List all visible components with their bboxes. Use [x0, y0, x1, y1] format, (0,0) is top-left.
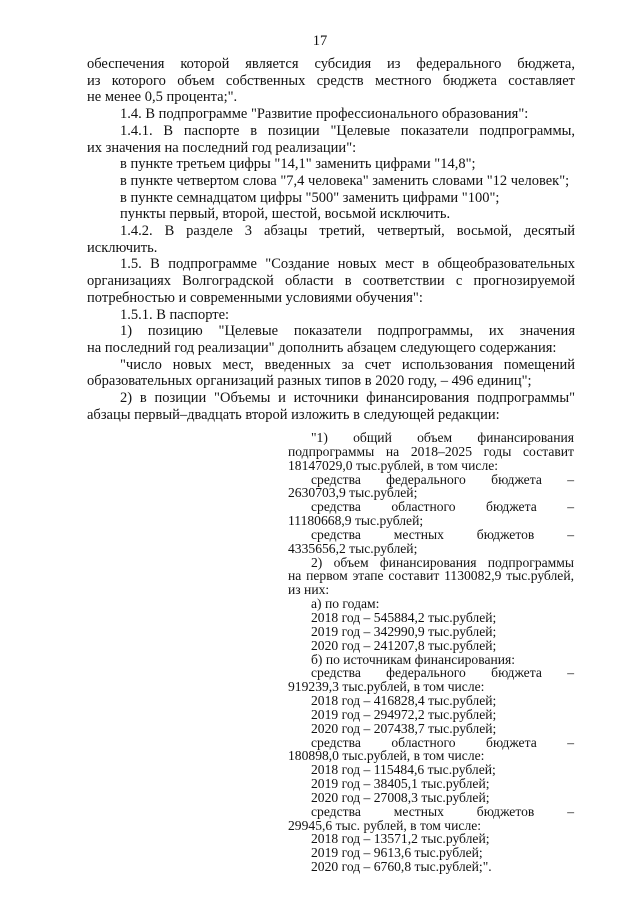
quote-line: средства областного бюджета –	[311, 499, 574, 515]
quote-line: 919239,3 тыс.рублей, в том числе:	[288, 679, 485, 695]
quoted-financing-block	[288, 431, 574, 874]
quote-line: 2019 год – 342990,9 тыс.рублей;	[311, 623, 497, 639]
text-line: пункты первый, второй, шестой, восьмой исключить.	[120, 206, 451, 223]
text-line: не менее 0,5 процента;".	[87, 89, 238, 106]
quote-line: 2630703,9 тыс.рублей;	[288, 485, 418, 501]
quote-line: 2018 год – 416828,4 тыс.рублей;	[311, 693, 497, 709]
quote-line: средства местных бюджетов –	[311, 526, 574, 542]
text-line: 2) в позиции "Объемы и источники финансирования подпрограммы"	[120, 390, 575, 407]
quote-line: а) по годам:	[311, 596, 380, 612]
text-line: 1.5.1. В паспорте:	[120, 306, 230, 323]
text-line: исключить.	[87, 239, 158, 256]
text-line: из которого объем собственных средств местного бюджета составляет	[87, 72, 575, 89]
quote-line: подпрограммы на 2018–2025 годы составит	[288, 443, 574, 459]
quote-line: б) по источникам финансирования:	[311, 651, 516, 667]
quote-line: средства областного бюджета –	[311, 734, 574, 750]
quote-line: 2) объем финансирования подпрограммы	[311, 554, 574, 570]
quote-line: 4335656,2 тыс.рублей;	[288, 540, 418, 556]
text-line: "число новых мест, введенных за счет использования помещений	[120, 356, 575, 373]
text-line: в пункте семнадцатом цифры "500" заменить цифрами "100";	[120, 189, 500, 206]
quote-line: 2019 год – 294972,2 тыс.рублей;	[311, 706, 497, 722]
text-line: 1.4.1. В паспорте в позиции "Целевые показатели подпрограммы,	[120, 122, 575, 139]
text-line: организациях Волгоградской области в соответствии с прогнозируемой	[87, 273, 575, 290]
quote-line: 2019 год – 9613,6 тыс.рублей;	[311, 845, 483, 861]
text-line: их значения на последний год реализации":	[87, 139, 357, 156]
page-number: 17	[312, 33, 328, 49]
main-text-body	[87, 56, 575, 423]
quote-line: 11180668,9 тыс.рублей;	[288, 513, 424, 529]
quote-line: 2020 год – 27008,3 тыс.рублей;	[311, 789, 490, 805]
quote-line: 2018 год – 545884,2 тыс.рублей;	[311, 609, 497, 625]
quote-line: 2018 год – 13571,2 тыс.рублей;	[311, 831, 490, 847]
quote-line: на первом этапе составит 1130082,9 тыс.рублей,	[288, 568, 574, 584]
quote-line: 180898,0 тыс.рублей, в том числе:	[288, 748, 485, 764]
text-line: потребностью и современными условиями обучения":	[87, 289, 423, 306]
quote-line: 2019 год – 38405,1 тыс.рублей;	[311, 776, 490, 792]
quote-line: "1) общий объем финансирования	[311, 430, 574, 445]
quote-line: 2020 год – 6760,8 тыс.рублей;".	[311, 859, 492, 875]
text-line: 1) позицию "Целевые показатели подпрограммы, их значения	[120, 323, 575, 340]
quote-line: средства федерального бюджета –	[311, 665, 574, 681]
text-line: обеспечения которой является субсидия из федерального бюджета,	[87, 56, 575, 72]
quote-line: из них:	[288, 582, 330, 598]
text-line: абзацы первый–двадцать второй изложить в следующей редакции:	[87, 406, 500, 423]
text-line: в пункте третьем цифры "14,1" заменить цифрами "14,8";	[120, 156, 476, 173]
text-line: на последний год реализации" дополнить абзацем следующего содержания:	[87, 339, 557, 356]
quote-line: 2018 год – 115484,6 тыс.рублей;	[311, 762, 496, 778]
quote-line: 29945,6 тыс. рублей, в том числе:	[288, 817, 482, 833]
quote-line: 2020 год – 241207,8 тыс.рублей;	[311, 637, 497, 653]
text-line: 1.4. В подпрограмме "Развитие профессионального образования":	[120, 106, 529, 123]
text-line: в пункте четвертом слова "7,4 человека" заменить словами "12 человек";	[120, 172, 570, 189]
quote-line: 18147029,0 тыс.рублей, в том числе:	[288, 457, 499, 473]
quote-line: средства федерального бюджета –	[311, 471, 574, 487]
text-line: образовательных организаций разных типов в 2020 году, – 496 единиц";	[87, 373, 532, 390]
quote-line: 2020 год – 207438,7 тыс.рублей;	[311, 720, 497, 736]
text-line: 1.4.2. В разделе 3 абзацы третий, четвертый, восьмой, десятый	[120, 223, 575, 240]
quote-line: средства местных бюджетов –	[311, 803, 574, 819]
text-line: 1.5. В подпрограмме "Создание новых мест в общеобразовательных	[120, 256, 575, 273]
